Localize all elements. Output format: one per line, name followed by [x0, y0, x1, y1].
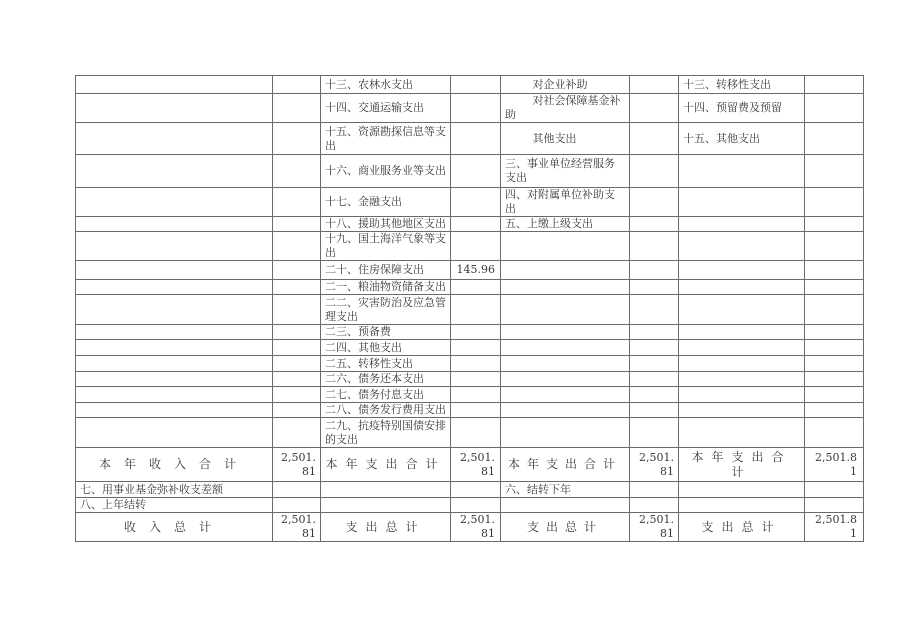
empty-cell — [679, 498, 805, 513]
empty-cell — [501, 232, 630, 261]
empty-cell — [451, 94, 501, 123]
empty-cell — [273, 387, 321, 403]
item-cell: 支出总计 — [321, 513, 451, 542]
item-cell: 十五、资源勘探信息等支出 — [321, 123, 451, 155]
empty-cell — [501, 280, 630, 295]
item-cell: 二三、预备费 — [321, 325, 451, 340]
empty-cell — [273, 482, 321, 498]
empty-cell — [451, 418, 501, 448]
item-cell: 二十、住房保障支出 — [321, 261, 451, 280]
item-cell: 十四、交通运输支出 — [321, 94, 451, 123]
item-cell: 本年收入合计 — [76, 448, 273, 482]
empty-cell — [273, 372, 321, 387]
amount-cell: 2,501.81 — [805, 513, 864, 542]
empty-cell — [805, 387, 864, 403]
item-cell: 对企业补助 — [501, 76, 630, 94]
item-cell: 十八、援助其他地区支出 — [321, 217, 451, 232]
empty-cell — [76, 356, 273, 372]
item-cell: 对社会保障基金补助 — [501, 94, 630, 123]
amount-cell: 2,501.81 — [451, 448, 501, 482]
empty-cell — [76, 325, 273, 340]
item-cell: 二一、粮油物资储备支出 — [321, 280, 451, 295]
empty-cell — [273, 76, 321, 94]
table-row — [76, 513, 864, 542]
empty-cell — [630, 217, 679, 232]
empty-cell — [451, 498, 501, 513]
empty-cell — [76, 295, 273, 325]
empty-cell — [805, 418, 864, 448]
item-cell: 三、事业单位经营服务支出 — [501, 155, 630, 188]
empty-cell — [679, 482, 805, 498]
empty-cell — [76, 94, 273, 123]
empty-cell — [76, 372, 273, 387]
empty-cell — [76, 403, 273, 418]
empty-cell — [630, 482, 679, 498]
empty-cell — [805, 325, 864, 340]
item-cell: 本年支出合计 — [501, 448, 630, 482]
empty-cell — [451, 188, 501, 217]
empty-cell — [273, 498, 321, 513]
empty-cell — [630, 280, 679, 295]
empty-cell — [273, 123, 321, 155]
empty-cell — [451, 387, 501, 403]
item-cell: 五、上缴上级支出 — [501, 217, 630, 232]
empty-cell — [273, 295, 321, 325]
table-row — [76, 280, 864, 295]
amount-cell: 2,501.81 — [630, 513, 679, 542]
item-cell: 二八、债务发行费用支出 — [321, 403, 451, 418]
empty-cell — [805, 340, 864, 356]
amount-cell: 2,501.81 — [273, 513, 321, 542]
empty-cell — [805, 356, 864, 372]
empty-cell — [630, 340, 679, 356]
table-row — [76, 295, 864, 325]
empty-cell — [273, 217, 321, 232]
empty-cell — [76, 155, 273, 188]
table-body — [76, 76, 864, 542]
empty-cell — [679, 232, 805, 261]
item-cell: 其他支出 — [501, 123, 630, 155]
empty-cell — [805, 372, 864, 387]
empty-cell — [451, 356, 501, 372]
empty-cell — [679, 387, 805, 403]
empty-cell — [501, 340, 630, 356]
empty-cell — [805, 482, 864, 498]
empty-cell — [321, 482, 451, 498]
empty-cell — [273, 94, 321, 123]
item-cell: 七、用事业基金弥补收支差额 — [76, 482, 273, 498]
table-row — [76, 217, 864, 232]
empty-cell — [630, 94, 679, 123]
empty-cell — [805, 232, 864, 261]
empty-cell — [501, 356, 630, 372]
empty-cell — [501, 261, 630, 280]
table-row — [76, 232, 864, 261]
empty-cell — [630, 295, 679, 325]
item-cell: 六、结转下年 — [501, 482, 630, 498]
empty-cell — [679, 188, 805, 217]
empty-cell — [451, 403, 501, 418]
empty-cell — [501, 418, 630, 448]
table-row — [76, 76, 864, 94]
item-cell: 二五、转移性支出 — [321, 356, 451, 372]
empty-cell — [273, 325, 321, 340]
empty-cell — [805, 261, 864, 280]
empty-cell — [805, 188, 864, 217]
item-cell: 八、上年结转 — [76, 498, 273, 513]
empty-cell — [321, 498, 451, 513]
item-cell: 二七、债务付息支出 — [321, 387, 451, 403]
empty-cell — [273, 340, 321, 356]
empty-cell — [630, 418, 679, 448]
item-cell: 二六、债务还本支出 — [321, 372, 451, 387]
final-accounts-table — [75, 75, 864, 542]
table-row — [76, 325, 864, 340]
empty-cell — [273, 232, 321, 261]
empty-cell — [679, 340, 805, 356]
empty-cell — [451, 232, 501, 261]
item-cell: 四、对附属单位补助支出 — [501, 188, 630, 217]
empty-cell — [501, 403, 630, 418]
table-row — [76, 94, 864, 123]
item-cell: 支出总计 — [501, 513, 630, 542]
empty-cell — [76, 340, 273, 356]
empty-cell — [679, 325, 805, 340]
empty-cell — [273, 188, 321, 217]
empty-cell — [630, 387, 679, 403]
empty-cell — [76, 280, 273, 295]
empty-cell — [76, 217, 273, 232]
item-cell: 十六、商业服务业等支出 — [321, 155, 451, 188]
item-cell: 十九、国土海洋气象等支出 — [321, 232, 451, 261]
empty-cell — [451, 295, 501, 325]
empty-cell — [76, 418, 273, 448]
table-row — [76, 261, 864, 280]
empty-cell — [76, 76, 273, 94]
empty-cell — [805, 155, 864, 188]
empty-cell — [273, 280, 321, 295]
empty-cell — [805, 403, 864, 418]
empty-cell — [501, 295, 630, 325]
table-row — [76, 356, 864, 372]
empty-cell — [679, 418, 805, 448]
empty-cell — [805, 295, 864, 325]
empty-cell — [630, 498, 679, 513]
empty-cell — [451, 482, 501, 498]
empty-cell — [76, 261, 273, 280]
empty-cell — [273, 155, 321, 188]
table-row — [76, 498, 864, 513]
empty-cell — [679, 155, 805, 188]
item-cell: 本年支出合计 — [679, 448, 805, 482]
empty-cell — [679, 403, 805, 418]
table-row — [76, 123, 864, 155]
empty-cell — [451, 76, 501, 94]
table-row — [76, 155, 864, 188]
empty-cell — [679, 261, 805, 280]
empty-cell — [76, 232, 273, 261]
empty-cell — [679, 295, 805, 325]
empty-cell — [273, 261, 321, 280]
empty-cell — [451, 217, 501, 232]
empty-cell — [679, 356, 805, 372]
empty-cell — [273, 356, 321, 372]
amount-cell: 2,501.81 — [273, 448, 321, 482]
table-row — [76, 482, 864, 498]
empty-cell — [805, 498, 864, 513]
empty-cell — [451, 340, 501, 356]
empty-cell — [451, 280, 501, 295]
empty-cell — [805, 123, 864, 155]
empty-cell — [630, 232, 679, 261]
item-cell: 十三、农林水支出 — [321, 76, 451, 94]
empty-cell — [273, 403, 321, 418]
item-cell: 十四、预留费及预留 — [679, 94, 805, 123]
item-cell: 二九、抗疫特别国债安排的支出 — [321, 418, 451, 448]
empty-cell — [451, 155, 501, 188]
empty-cell — [805, 280, 864, 295]
item-cell: 本年支出合计 — [321, 448, 451, 482]
table-row — [76, 387, 864, 403]
table-row — [76, 372, 864, 387]
empty-cell — [679, 217, 805, 232]
empty-cell — [805, 76, 864, 94]
item-cell: 十五、其他支出 — [679, 123, 805, 155]
item-cell: 十三、转移性支出 — [679, 76, 805, 94]
empty-cell — [76, 188, 273, 217]
item-cell: 收入总计 — [76, 513, 273, 542]
empty-cell — [805, 217, 864, 232]
amount-cell: 2,501.81 — [630, 448, 679, 482]
empty-cell — [630, 188, 679, 217]
table-row — [76, 403, 864, 418]
table-row — [76, 340, 864, 356]
empty-cell — [501, 372, 630, 387]
empty-cell — [76, 123, 273, 155]
empty-cell — [451, 372, 501, 387]
empty-cell — [630, 356, 679, 372]
empty-cell — [630, 372, 679, 387]
empty-cell — [630, 123, 679, 155]
table-row — [76, 448, 864, 482]
empty-cell — [630, 325, 679, 340]
empty-cell — [679, 280, 805, 295]
table-row — [76, 188, 864, 217]
amount-cell: 145.96 — [451, 261, 501, 280]
amount-cell: 2,501.81 — [805, 448, 864, 482]
empty-cell — [630, 155, 679, 188]
empty-cell — [76, 387, 273, 403]
empty-cell — [273, 418, 321, 448]
item-cell: 十七、金融支出 — [321, 188, 451, 217]
empty-cell — [630, 76, 679, 94]
table-row — [76, 418, 864, 448]
empty-cell — [630, 403, 679, 418]
empty-cell — [501, 387, 630, 403]
empty-cell — [630, 261, 679, 280]
item-cell: 支出总计 — [679, 513, 805, 542]
empty-cell — [805, 94, 864, 123]
empty-cell — [501, 498, 630, 513]
item-cell: 二二、灾害防治及应急管理支出 — [321, 295, 451, 325]
amount-cell: 2,501.81 — [451, 513, 501, 542]
item-cell: 二四、其他支出 — [321, 340, 451, 356]
empty-cell — [679, 372, 805, 387]
empty-cell — [501, 325, 630, 340]
empty-cell — [451, 123, 501, 155]
empty-cell — [451, 325, 501, 340]
